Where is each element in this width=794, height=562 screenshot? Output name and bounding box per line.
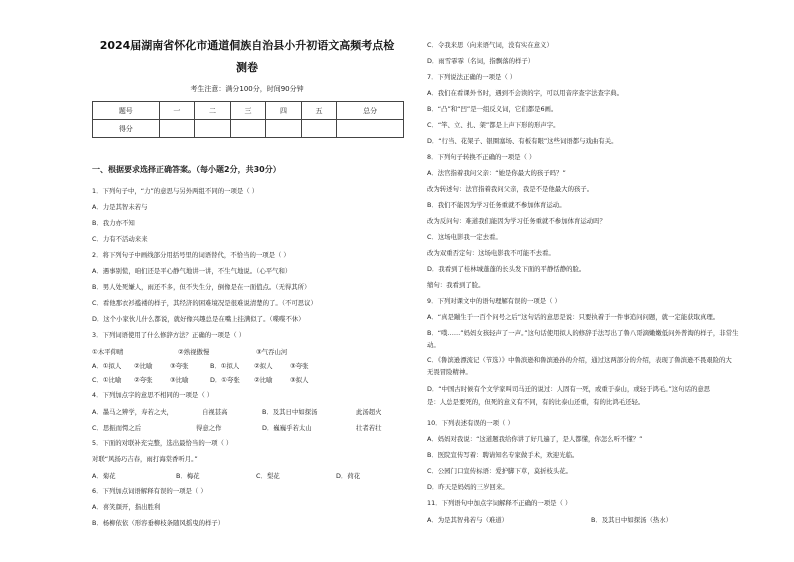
question-line: 11．下列语句中加点字词解释不正确的一项是（ ）	[427, 499, 572, 507]
option-line: A．法官指着我问父亲：“她是你最大的孩子吗？”	[427, 169, 566, 177]
option-item: D．巍巍乎若太山	[262, 424, 312, 432]
option-line: 改为反问句：难道我们能因为学习任务重就不参加体育运动吗？	[427, 217, 606, 225]
exam-title-line1: 2024届湖南省怀化市通道侗族自治县小升初语文高频考点检	[99, 39, 395, 52]
option-line: C．“竿、立、扎、架”都是上声下形的形声字。	[427, 121, 560, 129]
question-line: 2．将下列句子中画线部分用括号里的词语替代，不恰当的一项是（ ）	[92, 251, 290, 259]
option-item: A．①拟人	[92, 362, 122, 370]
score-cell[interactable]	[230, 120, 266, 138]
option-line: B．男人处死嫌人，雨还不多，但不失生分，倒像是在一面值点。（无得其所）	[92, 283, 311, 291]
score-row-label: 得分	[93, 120, 160, 138]
option-item: ③拟人	[290, 376, 309, 384]
option-item: 自视甚高	[202, 408, 228, 416]
option-item: ③气吞山河	[256, 348, 288, 356]
option-item: A．菊花	[92, 472, 116, 480]
option-item: D．荷花	[336, 472, 361, 480]
option-line: B．杨柳依依（形容垂柳枝条随风摇曳的样子）	[92, 519, 225, 527]
option-line: B．“噗……”妈妈女孩轻声了一声。”这句话使用拟人的修辞手法写出了鲁八哥滴嫩嫩低问外普淘的样子，非常生	[427, 329, 739, 337]
option-item: 得意之作	[196, 424, 222, 432]
score-cell[interactable]	[159, 120, 195, 138]
option-line: A．妈妈对我说：“这道题我给你讲了好几遍了，是人都懂，你怎么听不懂？”	[427, 435, 643, 443]
score-header-cell: 一	[159, 102, 195, 120]
option-line: A．遇事别慌，咱们还是平心静气地讲一讲，不生气地说。（心平气和）	[92, 267, 292, 275]
score-header-cell: 二	[195, 102, 231, 120]
score-table-header-row	[93, 102, 404, 120]
score-header-cell: 题号	[93, 102, 160, 120]
option-item: ③夸张	[170, 362, 189, 370]
question-line: 3．下列词语使用了什么修辞方法？正确的一项是（ ）	[92, 331, 246, 339]
option-line: 无畏冒险精神。	[427, 368, 472, 376]
option-line: C．看他那衣衫褴褛的样子，其经济的困难境况是很难说清楚的了。（不可思议）	[92, 299, 317, 307]
question-line: 7．下列说法正确的一项是（ ）	[427, 73, 517, 81]
option-line: C．令我来思（向来语气词，没有实在意义）	[427, 41, 553, 49]
option-item: C．梨花	[256, 472, 280, 480]
option-item: B．及其日中如探汤	[262, 408, 318, 416]
option-line: B．我力亦不知	[92, 219, 135, 227]
option-item: D．①夸张	[210, 376, 240, 384]
option-line: B．医院宣传写着：聘请知名专家做手术，欢迎光临。	[427, 451, 579, 459]
option-line: D．我看到了桂林城蓬蓬的长头发下面的平静恬静的脸。	[427, 265, 586, 273]
question-line: 6．下列加点词语解释有误的一项是（ ）	[92, 487, 207, 495]
option-item: 此汤超火	[356, 408, 382, 416]
option-item: ②熟视傲慢	[178, 348, 210, 356]
option-item: ②夸张	[134, 376, 153, 384]
question-line: 8．下列句子转换不正确的一项是（ ）	[427, 153, 536, 161]
option-item: B．①拟人	[210, 362, 240, 370]
option-line: C．力有不活动来来	[92, 235, 148, 243]
option-line: B．我们不能因为学习任务重就不参加体育运动。	[427, 201, 566, 209]
option-line: 是：人总是要死的，但死的意义有不同，有的比泰山还重，有的比鸿毛还轻。	[427, 398, 645, 406]
score-header-cell: 五	[301, 102, 337, 120]
question-line: 对联“风扬巧吉春，雨打海棠香听月。”	[92, 455, 198, 463]
question-line: 10．下列表述有误的一项（ ）	[427, 419, 514, 427]
option-item: ①木平仰晴	[92, 348, 124, 356]
score-table-score-row	[93, 120, 404, 138]
option-item: A．墨马之辨学，寿若之夫，	[92, 408, 174, 416]
option-line: 动。	[427, 341, 440, 349]
option-item: ②比喻	[134, 362, 153, 370]
option-item: ②拟人	[254, 362, 273, 370]
score-header-cell: 三	[230, 102, 266, 120]
option-line: A．“真是蹦生于一百个问号之后”这句话的意思是说：只要执着于一件事追问问题，就一定能获取真理。	[427, 313, 720, 321]
section-heading: 一、根据要求选择正确答案。（每小题2分，共30分）	[92, 165, 281, 174]
score-header-cell: 四	[266, 102, 302, 120]
option-line: C．公园门口宣传标语：爱护脚下草，莫折枝头花。	[427, 467, 573, 475]
question-line: 9．下列对课文中的语句理解有误的一项是（ ）	[427, 297, 561, 305]
option-item: C．思振而愕之后	[92, 424, 142, 432]
option-line: A．力是其智未若与	[92, 203, 148, 211]
option-line: 改为双重否定句：这场电影我不可能不去看。	[427, 249, 555, 257]
option-line: D．昨天是妈妈的三岁回来。	[427, 483, 509, 491]
option-line: D．雨雪霏霏（名词，指飘落的样子）	[427, 57, 535, 65]
option-line: 缩句：我看到了脸。	[427, 281, 485, 289]
exam-note: 考生注意：满分100分，时间90分钟	[190, 85, 304, 93]
score-cell[interactable]	[337, 120, 404, 138]
option-line: C．《鲁滨逊漂流记（节选）》中鲁滨逊和鲁滨逊孙的介绍，通过这两部分的介绍，表现了鲁滨逊不畏艰险的大	[427, 356, 732, 364]
option-line: D．“中国古时候有个文学家叫司马迁的说过：人固有一死，或重于泰山，或轻于鸿毛。”这句话的意思	[427, 385, 711, 393]
option-item: ②比喻	[254, 376, 273, 384]
option-item: B．及其日中如探汤（热水）	[591, 516, 673, 524]
exam-title-line2: 测卷	[236, 61, 258, 74]
option-item: ③夸张	[290, 362, 309, 370]
question-line: 4．下列加点字的意思不相同的一项是（ ）	[92, 391, 214, 399]
option-item: C．①比喻	[92, 376, 122, 384]
question-line: 5．下面的对联补充完整，选出最恰当的一项（ ）	[92, 439, 233, 447]
score-cell[interactable]	[266, 120, 302, 138]
question-line: 1．下列句子中，“力”的意思与另外两组不同的一项是（ ）	[92, 187, 259, 195]
score-table	[92, 101, 404, 138]
option-item: A．为是其智弗若与（难道）	[427, 516, 509, 524]
option-line: 改为转述句：法官指着我问父亲，我是不是他最大的孩子。	[427, 185, 594, 193]
option-line: C．这场电影我一定去看。	[427, 233, 502, 241]
option-item: B．梅花	[176, 472, 200, 480]
option-line: D．这个小家伙儿什么都说，就好像兴趣总是在嘴上挂满似了。（喋喋不休）	[92, 315, 305, 323]
option-line: D．“行当、花架子、银圈塞场、有板有眼”这些词语都与戏曲有关。	[427, 137, 618, 145]
option-line: B．“凸”和“凹”是一组反义词，它们都是6画。	[427, 105, 558, 113]
option-line: A．我们在看课外书时，遇到不会读的字，可以用音序查字法查字典。	[427, 89, 624, 97]
option-item: ③比喻	[170, 376, 189, 384]
score-cell[interactable]	[195, 120, 231, 138]
score-header-cell: 总分	[337, 102, 404, 120]
option-item: 壮者若壮	[356, 424, 382, 432]
score-cell[interactable]	[301, 120, 337, 138]
option-line: A．喜笑颜开，指出胜利	[92, 503, 161, 511]
